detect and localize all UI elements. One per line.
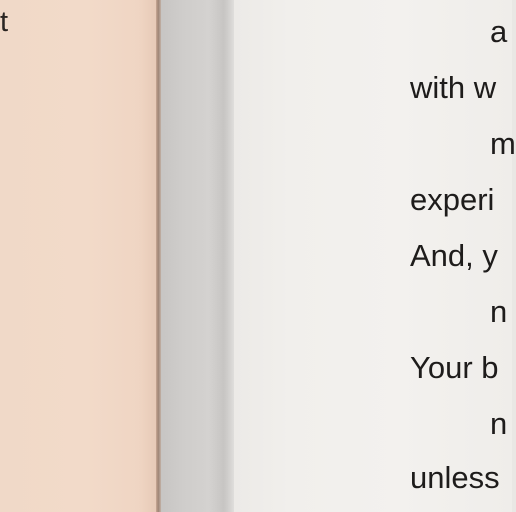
text-line: unless (410, 460, 500, 495)
text-line: And, y (410, 238, 498, 273)
left-page-text: t (0, 6, 9, 38)
text-line: experi (410, 182, 495, 217)
text-line: with w (410, 70, 497, 105)
text-line: m (490, 126, 516, 161)
text-line: n (490, 406, 508, 441)
left-page (0, 0, 158, 512)
right-page (234, 0, 516, 512)
text-line: Your b (410, 350, 499, 385)
text-line: n (490, 294, 508, 329)
gutter-shadow (208, 0, 234, 512)
text-line: a (490, 14, 508, 49)
